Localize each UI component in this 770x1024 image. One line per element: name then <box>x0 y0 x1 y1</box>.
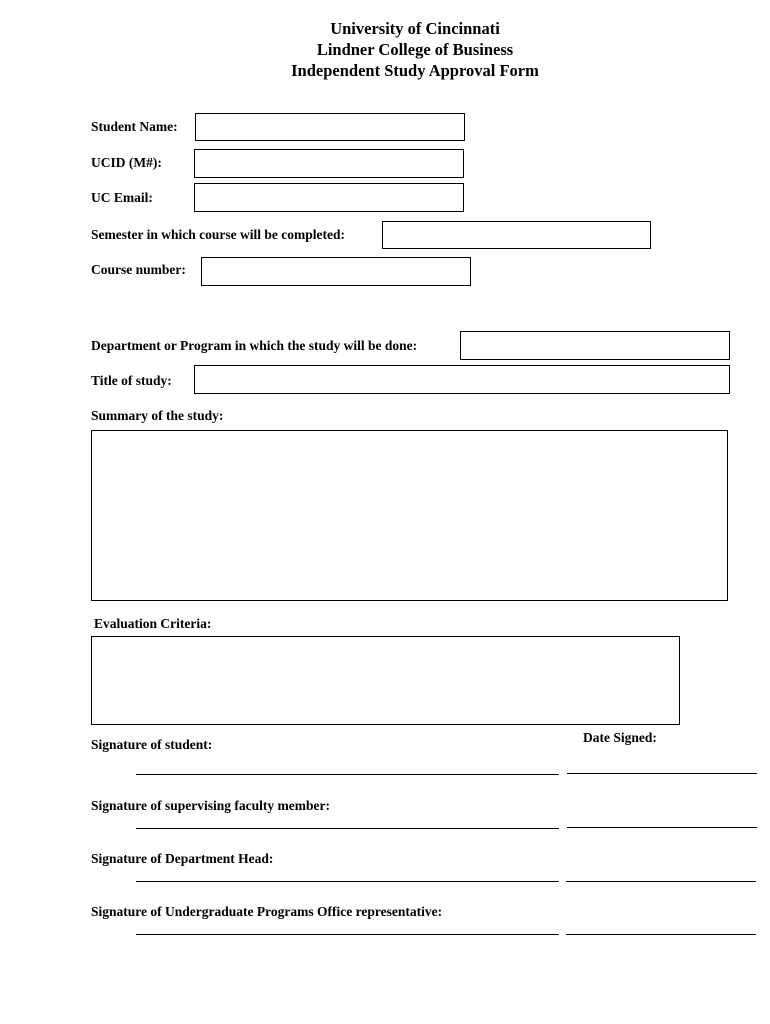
department-field[interactable] <box>460 331 730 360</box>
faculty-date-line[interactable] <box>567 827 757 828</box>
uc-email-field[interactable] <box>194 183 464 212</box>
ugpo-signature-line[interactable] <box>136 934 559 935</box>
summary-label: Summary of the study: <box>91 408 224 423</box>
faculty-signature-label: Signature of supervising faculty member: <box>91 798 330 813</box>
university-title: University of Cincinnati <box>330 19 500 38</box>
college-title: Lindner College of Business <box>316 40 514 59</box>
student-date-line[interactable] <box>567 773 757 774</box>
ugpo-date-line[interactable] <box>566 934 756 935</box>
ucid-label: UCID (M#): <box>91 155 162 170</box>
student-signature-label: Signature of student: <box>91 737 213 752</box>
ugpo-signature-label: Signature of Undergraduate Programs Office representative: <box>91 904 443 919</box>
semester-field[interactable] <box>382 221 651 249</box>
date-signed-label: Date Signed: <box>583 730 657 745</box>
student-name-field[interactable] <box>195 113 465 141</box>
title-of-study-field[interactable] <box>194 365 730 394</box>
department-head-date-line[interactable] <box>566 881 756 882</box>
department-label: Department or Program in which the study will be done: <box>91 338 418 353</box>
student-signature-line[interactable] <box>136 774 559 775</box>
form-title: Independent Study Approval Form <box>291 61 539 80</box>
evaluation-criteria-label: Evaluation Criteria: <box>94 616 212 631</box>
department-head-signature-line[interactable] <box>136 881 559 882</box>
uc-email-label: UC Email: <box>91 190 153 205</box>
ucid-field[interactable] <box>194 149 464 178</box>
title-of-study-label: Title of study: <box>91 373 172 388</box>
semester-label: Semester in which course will be completed: <box>91 227 345 242</box>
form-header <box>0 18 770 81</box>
student-name-label: Student Name: <box>91 119 178 134</box>
course-number-label: Course number: <box>91 262 186 277</box>
evaluation-criteria-textarea[interactable] <box>91 636 680 725</box>
summary-textarea[interactable] <box>91 430 728 601</box>
faculty-signature-line[interactable] <box>136 828 559 829</box>
department-head-signature-label: Signature of Department Head: <box>91 851 274 866</box>
course-number-field[interactable] <box>201 257 471 286</box>
